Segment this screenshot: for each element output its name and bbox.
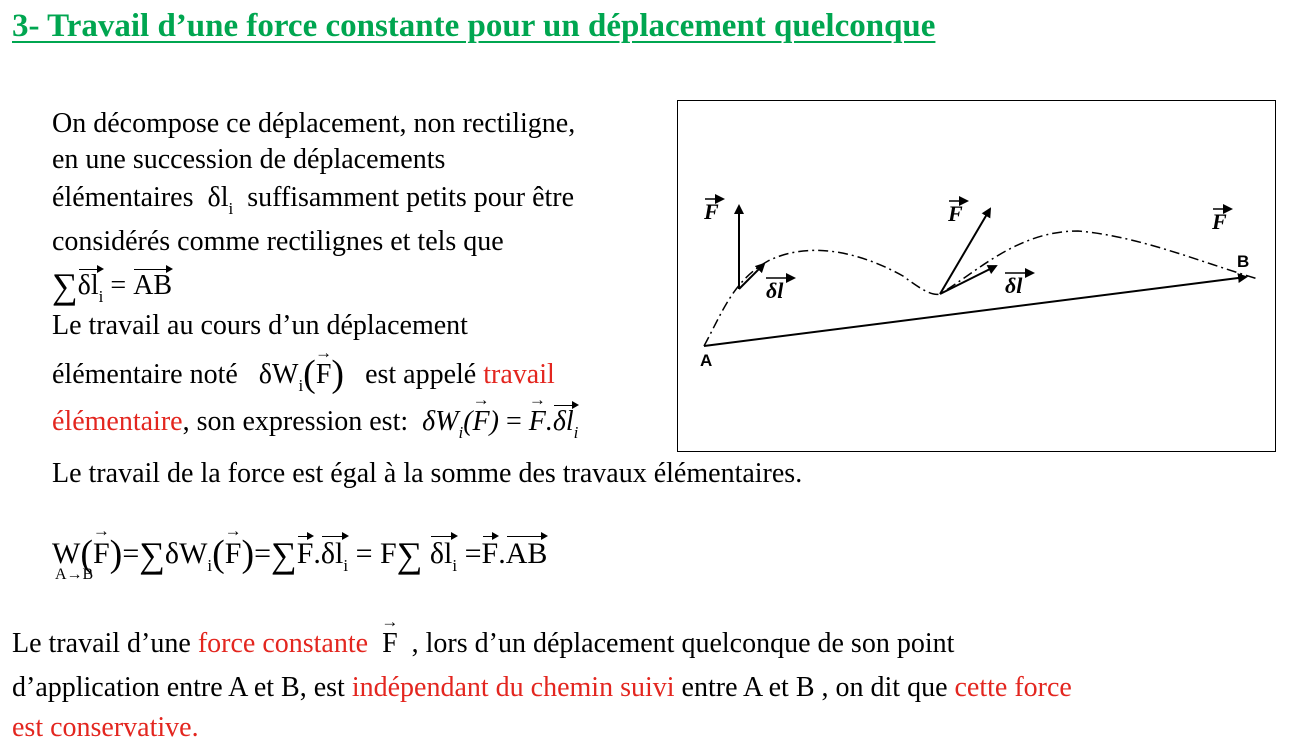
highlight-force-constante: force constante [197,628,369,659]
diagram-figure [677,100,1276,452]
para1-line3 [52,182,575,218]
text-suffisamment: suffisamment petits pour être [247,182,575,213]
w-ab: W A→B [52,537,94,583]
formula-sum-dl-ab: $\sum\delta l_i$ = AB [52,266,173,306]
para2: Le travail de la force est égal à la somme des travaux élémentaires. [52,458,803,489]
sum-symbol: ∑ [52,266,78,306]
vector-dli: $\delta l_i$ [77,270,104,306]
highlight-independant: indépendant du chemin suivi [351,672,675,703]
para1-line7: élémentaire noté $\delta W_i(F$ →) est appelé travail [52,352,555,390]
highlight-elementaire: élémentaire [52,406,183,437]
para1-line4: considérés comme rectilignes et tels que [52,226,504,257]
symbol-dwi-f: $\delta W_i(F$ →) [259,359,344,390]
label-b: B [1237,252,1250,271]
text-elementaires: élémentaires [52,182,194,213]
label-dl-1: δl [766,278,784,303]
symbol-f: F → [382,630,398,658]
conclusion-line2: d’application entre A et B, est indépendant du chemin suivi entre A et B , on dit que cette force [12,672,1072,703]
conclusion-line1: Le travail d’une force constante F → , lors d’un déplacement quelconque de son point [12,630,954,658]
conclusion-line3: est conservative. [12,712,199,743]
formula-work-ab: W A→B $(F \to)=\sum\delta W_i(F \to)=\sum F.\delta l_i = F\sum$ $\delta l_i =F.AB$ [52,532,547,570]
dl-arrow-1 [739,264,764,289]
vector-ab-line [704,277,1246,346]
label-f-3: F [1212,209,1227,234]
section-title: 3- Travail d’une force constante pour un déplacement quelconque [12,8,936,44]
formula-dwi: $\delta W_i(F$ →) = $F \to.\delta l_i$ [422,406,578,437]
label-f-1: F [704,199,719,224]
para1-line6: Le travail au cours d’un déplacement [52,310,468,341]
vector-ab: AB [133,270,173,301]
label-dl-2: δl [1005,273,1023,298]
label-f-2: F [948,201,963,226]
diagram-svg [678,101,1275,451]
symbol-dli: $\delta l_i$ [207,182,234,218]
para1-line8: élémentaire, son expression est: $\delta W_i(F$ →) = $F \to.\delta l_i$ [52,408,578,436]
para1-line1: On décompose ce déplacement, non rectiligne, [52,108,576,139]
highlight-travail: travail [483,359,555,390]
para1-line2: en une succession de déplacements [52,144,446,175]
highlight-cette-force: cette force [954,672,1072,703]
label-a: A [700,351,713,370]
curved-path [704,231,1258,346]
